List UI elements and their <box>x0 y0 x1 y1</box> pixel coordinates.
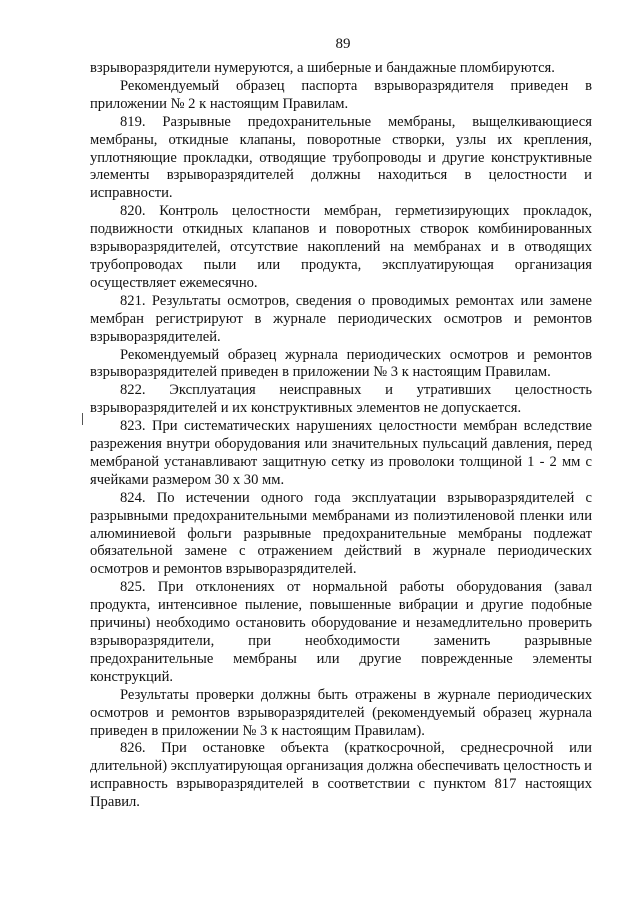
body-text <box>90 60 592 812</box>
scan-mark <box>82 413 83 425</box>
paragraph-8: 823. При систематических нарушениях целостности мембран вследствие разрежения внутри оборудования или значительных пульсаций давления, перед мембраной устанавливают защитную сетку из проволоки толщиной 1 - 2 мм с ячейками размером 30 х 30 мм. <box>90 418 592 488</box>
page-number: 89 <box>335 36 351 52</box>
paragraph-10: 825. При отклонениях от нормальной работы оборудования (завал продукта, интенсивное пыление, повышенные вибрации и другие подобные причины) необходимо остановить оборудование и незамедлительно проверить взрыворазрядители, при необходимости заменить разрывные предохранительные мембраны или другие поврежденные элементы конструкций. <box>90 579 592 685</box>
paragraph-4: 820. Контроль целостности мембран, герметизирующих прокладок, подвижности откидных клапанов и поворотных створок комбинированных взрыворазрядителей, отсутствие накоплений на мембранах и в отводящих трубопроводах пыли или продукта, эксплуатирующая организация осуществляет ежемесячно. <box>90 203 592 291</box>
paragraph-3: 819. Разрывные предохранительные мембраны, выщелкивающиеся мембраны, откидные клапаны, поворотные створки, узлы их крепления, уплотняющие прокладки, отводящие трубопроводы и другие конструктивные элементы взрыворазрядителей должны находиться в целостности и исправности. <box>90 113 592 202</box>
paragraph-7: 822. Эксплуатация неисправных и утративших целостность взрыворазрядителей и их конструктивных элементов не допускается. <box>90 382 592 417</box>
paragraph-6: Рекомендуемый образец журнала периодических осмотров и ремонтов взрыворазрядителей приведен в приложении № 3 к настоящим Правилам. <box>90 346 592 381</box>
paragraph-5: 821. Результаты осмотров, сведения о проводимых ремонтах или замене мембран регистрируют в журнале периодических осмотров и ремонтов взрыворазрядителей. <box>90 292 592 345</box>
paragraph-1: взрыворазрядители нумеруются, а шиберные и бандажные пломбируются. <box>90 60 555 76</box>
paragraph-11: Результаты проверки должны быть отражены в журнале периодических осмотров и ремонтов взрыворазрядителей (рекомендуемый образец журнала приведен в приложении № 3 к настоящим Правилам). <box>90 686 592 739</box>
paragraph-9: 824. По истечении одного года эксплуатации взрыворазрядителей с разрывными предохранительными мембранами из полиэтиленовой пленки или алюминиевой фольги разрывные предохранительные мембраны подлежат обязательной замене с отражением действий в журнале периодических осмотров и ремонтов взрыворазрядителей. <box>90 489 592 578</box>
paragraph-2: Рекомендуемый образец паспорта взрыворазрядителя приведен в приложении № 2 к настоящим Правилам. <box>90 77 592 112</box>
paragraph-12: 826. При остановке объекта (краткосрочной, среднесрочной или длительной) эксплуатирующая организация должна обеспечивать целостность и исправность взрыворазрядителей в соответствии с пунктом 817 настоящих Правил. <box>90 740 592 811</box>
